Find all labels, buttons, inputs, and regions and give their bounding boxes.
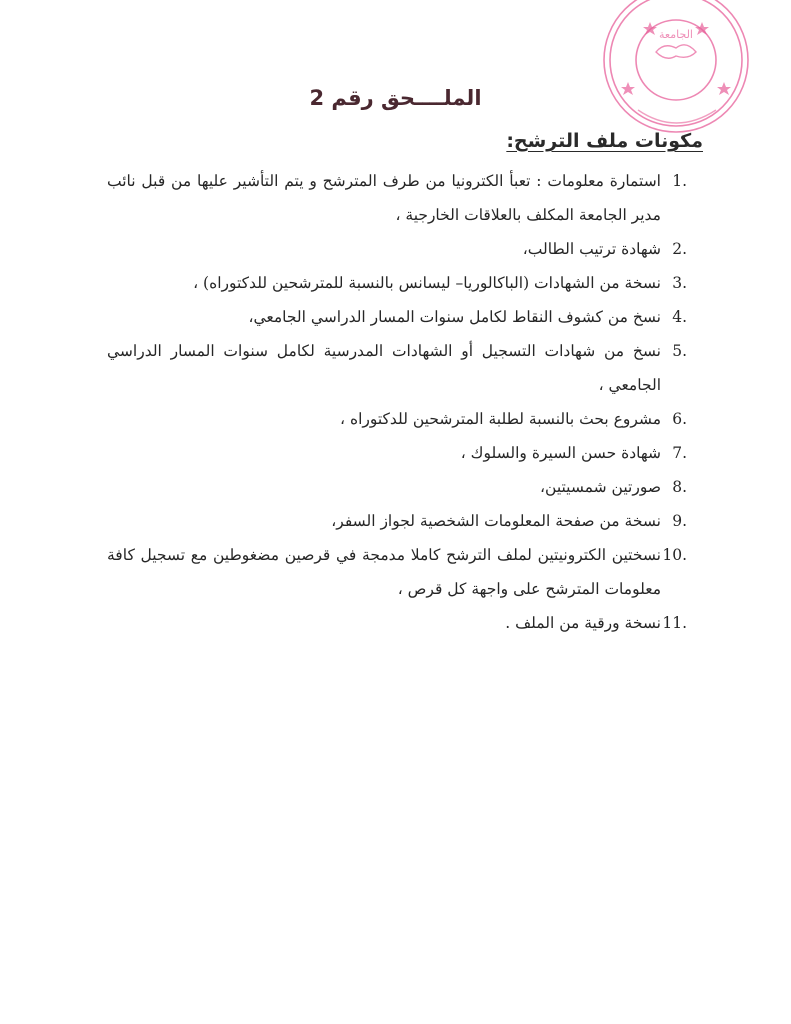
- item-text: نسخ من شهادات التسجيل أو الشهادات المدرسية لكامل سنوات المسار الدراسي الجامعي ،: [107, 342, 661, 394]
- stamp-text: الجامعة: [659, 28, 693, 41]
- item-text: صورتين شمسيتين،: [540, 478, 661, 496]
- list-item: [107, 402, 687, 436]
- item-text: مشروع بحث بالنسبة لطلبة المترشحين للدكتوراه ،: [340, 410, 661, 428]
- section-heading: مكونات ملف الترشح:: [506, 130, 703, 152]
- list-item: [107, 538, 687, 606]
- item-text: نسخة ورقية من الملف .: [505, 614, 661, 632]
- item-number: 10.: [662, 546, 687, 564]
- list-item: [107, 164, 687, 232]
- list-item: [107, 504, 687, 538]
- page-title: الملــــحق رقم 2: [309, 86, 482, 110]
- list-item: [107, 606, 687, 640]
- list-item: [107, 300, 687, 334]
- item-text: نسختين الكترونيتين لملف الترشح كاملا مدمجة في قرصين مضغوطين مع تسجيل كافة معلومات المترشح على واجهة كل قرص ،: [107, 546, 661, 598]
- list-item: [107, 266, 687, 300]
- item-number: 7.: [672, 444, 687, 462]
- item-number: 11.: [662, 614, 687, 632]
- item-number: 2.: [672, 240, 687, 258]
- item-text: نسخ من كشوف النقاط لكامل سنوات المسار الدراسي الجامعي،: [248, 308, 661, 326]
- item-text: نسخة من الشهادات (الباكالوريا– ليسانس بالنسبة للمترشحين للدكتوراه) ،: [193, 274, 661, 292]
- list-item: [107, 470, 687, 504]
- item-number: 4.: [672, 308, 687, 326]
- item-text: شهادة ترتيب الطالب،: [522, 240, 661, 258]
- list-item: [107, 334, 687, 402]
- item-number: 1.: [672, 172, 687, 190]
- item-number: 5.: [672, 342, 687, 360]
- item-number: 3.: [672, 274, 687, 292]
- item-text: شهادة حسن السيرة والسلوك ،: [460, 444, 661, 462]
- list-item: [107, 436, 687, 470]
- requirements-list: [107, 164, 687, 640]
- official-stamp: [598, 0, 754, 150]
- item-text: نسخة من صفحة المعلومات الشخصية لجواز السفر،: [331, 512, 661, 530]
- item-number: 9.: [672, 512, 687, 530]
- list-item: [107, 232, 687, 266]
- item-text: استمارة معلومات : تعبأ الكترونيا من طرف المترشح و يتم التأشير عليها من قبل نائب مدير الجامعة المكلف بالعلاقات الخارجية ،: [107, 172, 661, 224]
- item-number: 8.: [672, 478, 687, 496]
- item-number: 6.: [672, 410, 687, 428]
